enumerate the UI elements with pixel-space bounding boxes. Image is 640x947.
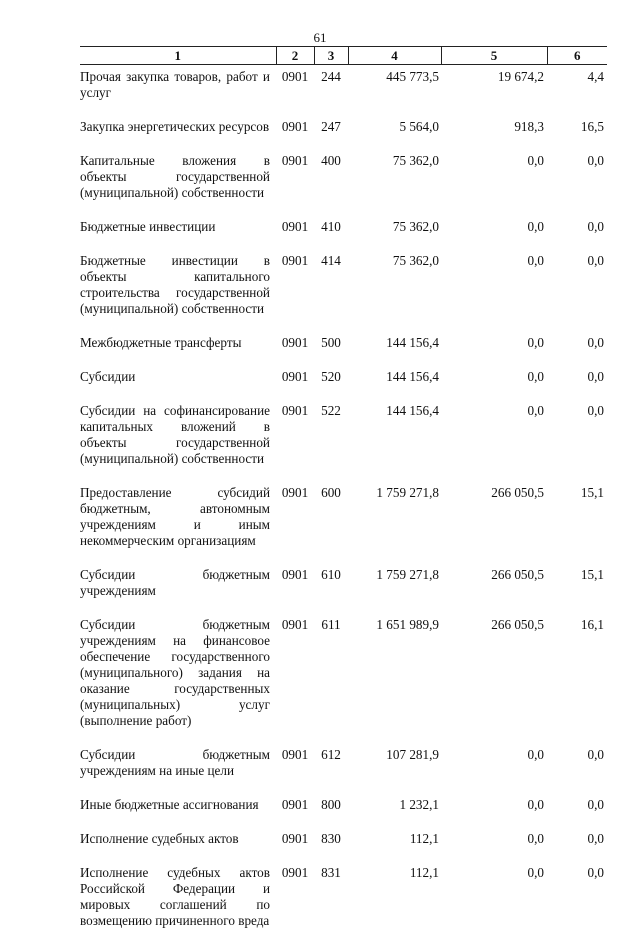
row-percent-cell: 15,1 — [547, 567, 607, 617]
table-row — [80, 485, 607, 567]
row-type-cell: 410 — [314, 219, 348, 253]
table-row — [80, 831, 607, 865]
column-header: 3 — [314, 47, 348, 65]
row-section-cell: 0901 — [276, 797, 314, 831]
row-plan-cell: 107 281,9 — [348, 747, 441, 797]
row-percent-cell: 0,0 — [547, 747, 607, 797]
row-section-cell: 0901 — [276, 219, 314, 253]
page-number: 61 — [0, 30, 640, 46]
row-executed-cell: 0,0 — [441, 153, 547, 219]
row-plan-cell: 1 759 271,8 — [348, 485, 441, 567]
row-executed-cell: 0,0 — [441, 335, 547, 369]
row-section-cell: 0901 — [276, 403, 314, 485]
column-header: 2 — [276, 47, 314, 65]
table-row — [80, 335, 607, 369]
row-percent-cell: 15,1 — [547, 485, 607, 567]
table-row — [80, 797, 607, 831]
column-header: 5 — [441, 47, 547, 65]
row-plan-cell: 144 156,4 — [348, 403, 441, 485]
column-header: 6 — [547, 47, 607, 65]
row-type-cell: 610 — [314, 567, 348, 617]
table-row — [80, 219, 607, 253]
row-type-cell: 520 — [314, 369, 348, 403]
row-executed-cell: 266 050,5 — [441, 567, 547, 617]
row-executed-cell: 0,0 — [441, 369, 547, 403]
row-percent-cell: 16,5 — [547, 119, 607, 153]
row-executed-cell: 0,0 — [441, 797, 547, 831]
row-name-cell: Бюджетные инвестиции — [80, 219, 276, 253]
row-name-cell: Субсидии на софинансирование капитальных вложений в объекты государственной (муниципальной) собственности — [80, 403, 276, 485]
row-executed-cell: 266 050,5 — [441, 617, 547, 747]
row-section-cell: 0901 — [276, 747, 314, 797]
table-row — [80, 119, 607, 153]
row-plan-cell: 75 362,0 — [348, 219, 441, 253]
table-body — [80, 65, 607, 947]
row-type-cell: 244 — [314, 65, 348, 120]
row-plan-cell: 1 232,1 — [348, 797, 441, 831]
row-percent-cell: 0,0 — [547, 153, 607, 219]
table-row — [80, 865, 607, 947]
row-plan-cell: 1 651 989,9 — [348, 617, 441, 747]
row-type-cell: 611 — [314, 617, 348, 747]
row-executed-cell: 0,0 — [441, 831, 547, 865]
row-type-cell: 414 — [314, 253, 348, 335]
row-executed-cell: 0,0 — [441, 865, 547, 947]
row-section-cell: 0901 — [276, 485, 314, 567]
row-name-cell: Иные бюджетные ассигнования — [80, 797, 276, 831]
table-row — [80, 617, 607, 747]
row-percent-cell: 0,0 — [547, 253, 607, 335]
row-name-cell: Исполнение судебных актов — [80, 831, 276, 865]
row-percent-cell: 0,0 — [547, 403, 607, 485]
row-executed-cell: 0,0 — [441, 219, 547, 253]
row-type-cell: 830 — [314, 831, 348, 865]
row-percent-cell: 0,0 — [547, 335, 607, 369]
row-name-cell: Прочая закупка товаров, работ и услуг — [80, 65, 276, 120]
row-section-cell: 0901 — [276, 153, 314, 219]
row-executed-cell: 0,0 — [441, 253, 547, 335]
row-section-cell: 0901 — [276, 567, 314, 617]
row-type-cell: 247 — [314, 119, 348, 153]
row-name-cell: Субсидии бюджетным учреждениям на финансовое обеспечение государственного (муниципального) задания на оказание государственных (муниципальных) услуг (выполнение работ) — [80, 617, 276, 747]
row-section-cell: 0901 — [276, 617, 314, 747]
row-section-cell: 0901 — [276, 119, 314, 153]
row-section-cell: 0901 — [276, 865, 314, 947]
row-name-cell: Исполнение судебных актов Российской Федерации и мировых соглашений по возмещению причиненного вреда — [80, 865, 276, 947]
row-executed-cell: 0,0 — [441, 403, 547, 485]
row-type-cell: 612 — [314, 747, 348, 797]
row-name-cell: Субсидии бюджетным учреждениям — [80, 567, 276, 617]
row-type-cell: 522 — [314, 403, 348, 485]
row-plan-cell: 1 759 271,8 — [348, 567, 441, 617]
row-percent-cell: 0,0 — [547, 219, 607, 253]
row-executed-cell: 266 050,5 — [441, 485, 547, 567]
row-percent-cell: 0,0 — [547, 797, 607, 831]
row-plan-cell: 144 156,4 — [348, 369, 441, 403]
row-executed-cell: 19 674,2 — [441, 65, 547, 120]
row-name-cell: Субсидии — [80, 369, 276, 403]
column-header: 4 — [348, 47, 441, 65]
row-name-cell: Межбюджетные трансферты — [80, 335, 276, 369]
row-type-cell: 600 — [314, 485, 348, 567]
budget-table — [80, 46, 607, 947]
row-section-cell: 0901 — [276, 253, 314, 335]
row-percent-cell: 0,0 — [547, 865, 607, 947]
table-row — [80, 403, 607, 485]
row-type-cell: 831 — [314, 865, 348, 947]
row-plan-cell: 112,1 — [348, 831, 441, 865]
row-percent-cell: 0,0 — [547, 831, 607, 865]
table-row — [80, 747, 607, 797]
row-executed-cell: 918,3 — [441, 119, 547, 153]
row-plan-cell: 445 773,5 — [348, 65, 441, 120]
table-row — [80, 65, 607, 120]
row-name-cell: Капитальные вложения в объекты государственной (муниципальной) собственности — [80, 153, 276, 219]
row-section-cell: 0901 — [276, 369, 314, 403]
row-name-cell: Субсидии бюджетным учреждениям на иные цели — [80, 747, 276, 797]
table-row — [80, 369, 607, 403]
row-plan-cell: 144 156,4 — [348, 335, 441, 369]
table-row — [80, 253, 607, 335]
row-percent-cell: 4,4 — [547, 65, 607, 120]
row-name-cell: Закупка энергетических ресурсов — [80, 119, 276, 153]
row-section-cell: 0901 — [276, 831, 314, 865]
row-percent-cell: 0,0 — [547, 369, 607, 403]
row-name-cell: Бюджетные инвестиции в объекты капитального строительства государственной (муниципальной) собственности — [80, 253, 276, 335]
row-plan-cell: 5 564,0 — [348, 119, 441, 153]
row-type-cell: 500 — [314, 335, 348, 369]
row-section-cell: 0901 — [276, 335, 314, 369]
row-percent-cell: 16,1 — [547, 617, 607, 747]
row-plan-cell: 112,1 — [348, 865, 441, 947]
row-type-cell: 400 — [314, 153, 348, 219]
row-plan-cell: 75 362,0 — [348, 253, 441, 335]
row-plan-cell: 75 362,0 — [348, 153, 441, 219]
row-section-cell: 0901 — [276, 65, 314, 120]
table-header-row — [80, 47, 607, 65]
table-row — [80, 153, 607, 219]
column-header: 1 — [80, 47, 276, 65]
row-executed-cell: 0,0 — [441, 747, 547, 797]
table-row — [80, 567, 607, 617]
row-type-cell: 800 — [314, 797, 348, 831]
row-name-cell: Предоставление субсидий бюджетным, автономным учреждениям и иным некоммерческим организациям — [80, 485, 276, 567]
